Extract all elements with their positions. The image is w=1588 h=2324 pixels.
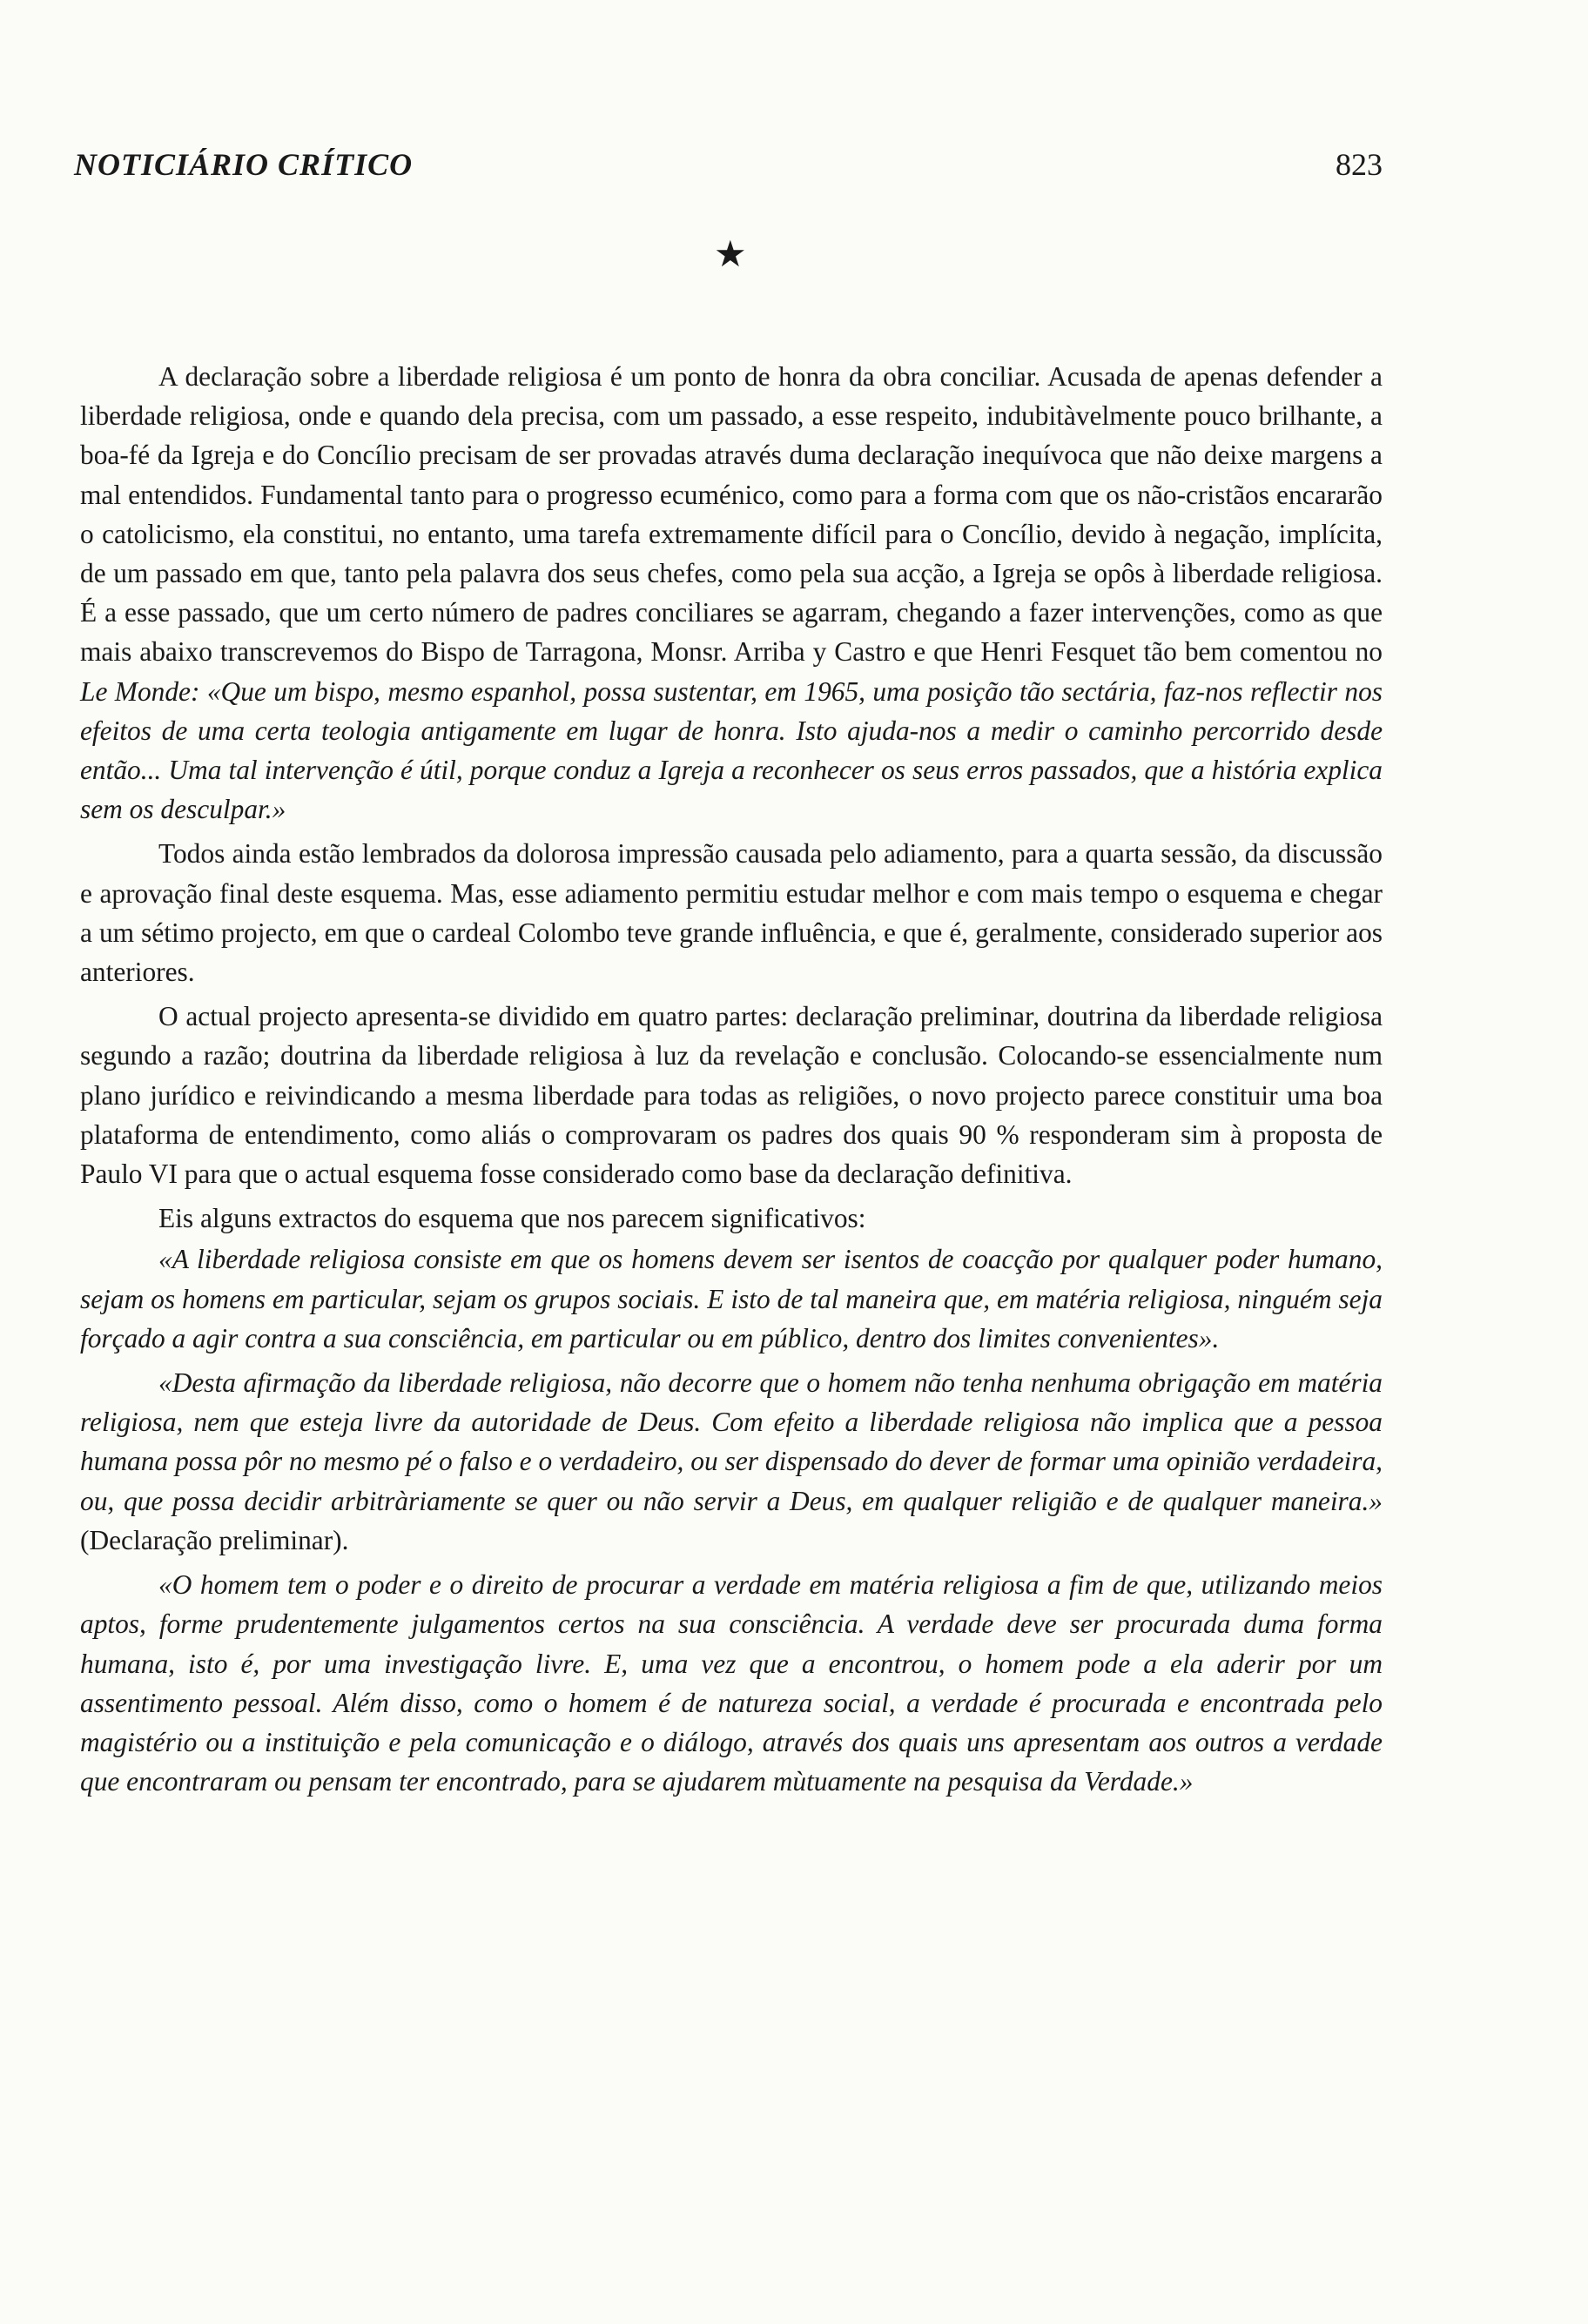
page-header — [74, 146, 1383, 183]
paragraph-extracts-intro: Eis alguns extractos do esquema que nos parecem significativos: — [158, 1203, 866, 1234]
quote-religious-freedom: «A liberdade religiosa consiste em que os homens devem ser isentos de coacção por qualquer poder humano, sejam os homens em particular, sejam os grupos sociais. E isto de tal maneira que, em matéria religiosa, ninguém seja forçado a agir contra a sua consciência, em particular ou em público, dentro dos limites convenientes». — [80, 1244, 1383, 1353]
running-title: NOTICIÁRIO CRÍTICO — [74, 147, 414, 182]
paragraph-intro — [80, 357, 1383, 829]
paragraph-project-structure: O actual projecto apresenta-se dividido em quatro partes: declaração preliminar, doutrina da liberdade religiosa segundo a razão; doutrina da liberdade religiosa à luz da revelação e conclusão. Colocando-se essencialmente num plano jurídico e reivindicando a mesma liberdade para todas as religiões, o novo projecto parece constituir uma boa plataforma de entendimento, como aliás o comprovaram os padres dos quais 90 % responderam sim à proposta de Paulo VI para que o actual esquema fosse considerado como base da declaração definitiva. — [80, 1001, 1383, 1190]
paragraph-intro-text: A declaração sobre a liberdade religiosa é um ponto de honra da obra conciliar. Acusada de apenas defender a liberdade religiosa, onde e quando dela precisa, com um passado, a esse respeito, indubitàvelmente pouco brilhante, a boa-fé da Igreja e do Concílio precisam de ser provadas através duma declaração inequívoca que não deixe margens a mal entendidos. Fundamental tanto para o progresso ecuménico, como para a forma com que os não-cristãos encararão o catolicismo, ela constitui, no entanto, uma tarefa extremamente difícil para o Concílio, devido à negação, implícita, de um passado em que, tanto pela palavra dos seus chefes, como pela sua acção, a Igreja se opôs à liberdade religiosa. É a esse passado, que um certo número de padres conciliares se agarram, chegando a fazer intervenções, como as que mais abaixo transcrevemos do Bispo de Tarragona, Monsr. Arriba y Castro e que Henri Fesquet tão bem comentou no — [80, 361, 1383, 668]
page-number: 823 — [1336, 147, 1383, 182]
quote-affirmation — [80, 1363, 1383, 1560]
quote-truth-search: «O homem tem o poder e o direito de procurar a verdade em matéria religiosa a fim de que, utilizando meios aptos, forme prudentemente julgamentos certos na sua consciência. A verdade deve ser procurada duma forma humana, isto é, por uma investigação livre. E, uma vez que a encontrou, o homem pode a ela aderir por um assentimento pessoal. Além disso, como o homem é de natureza social, a verdade é procurada e encontrada pelo magistério ou a instituição e pela comunicação e o diálogo, através dos quais uns apresentam aos outros a verdade que encontraram ou pensam ter encontrado, para se ajudarem mùtuamente na pesquisa da Verdade.» — [80, 1569, 1383, 1797]
quote-affirmation-source: (Declaração preliminar). — [80, 1524, 349, 1555]
le-monde-quote: Le Monde: «Que um bispo, mesmo espanhol, possa sustentar, em 1965, uma posição tão sectária, faz-nos reflectir nos efeitos de uma certa teologia antigamente em lugar de honra. Isto ajuda-nos a medir o caminho percorrido desde então... Uma tal intervenção é útil, porque conduz a Igreja a reconhecer os seus erros passados, que a história explica sem os desculpar.» — [80, 675, 1383, 825]
paragraph-adjournment: Todos ainda estão lembrados da dolorosa impressão causada pelo adiamento, para a quarta sessão, da discussão e aprovação final deste esquema. Mas, esse adiamento permitiu estudar melhor e com mais tempo o esquema e chegar a um sétimo projecto, em que o cardeal Colombo teve grande influência, e que é, geralmente, considerado superior aos anteriores. — [80, 838, 1383, 988]
section-ornament: ★ — [714, 235, 747, 275]
quote-affirmation-text: «Desta afirmação da liberdade religiosa, não decorre que o homem não tenha nenhuma obrigação em matéria religiosa, nem que esteja livre da autoridade de Deus. Com efeito a liberdade religiosa não implica que a pessoa humana possa pôr no mesmo pé o falso e o verdadeiro, ou ser dispensado do dever de formar uma opinião verdadeira, ou, que possa decidir arbitràriamente se quer ou não servir a Deus, em qualquer religião e de qualquer maneira.» — [80, 1367, 1383, 1516]
article-body — [80, 357, 1383, 1801]
